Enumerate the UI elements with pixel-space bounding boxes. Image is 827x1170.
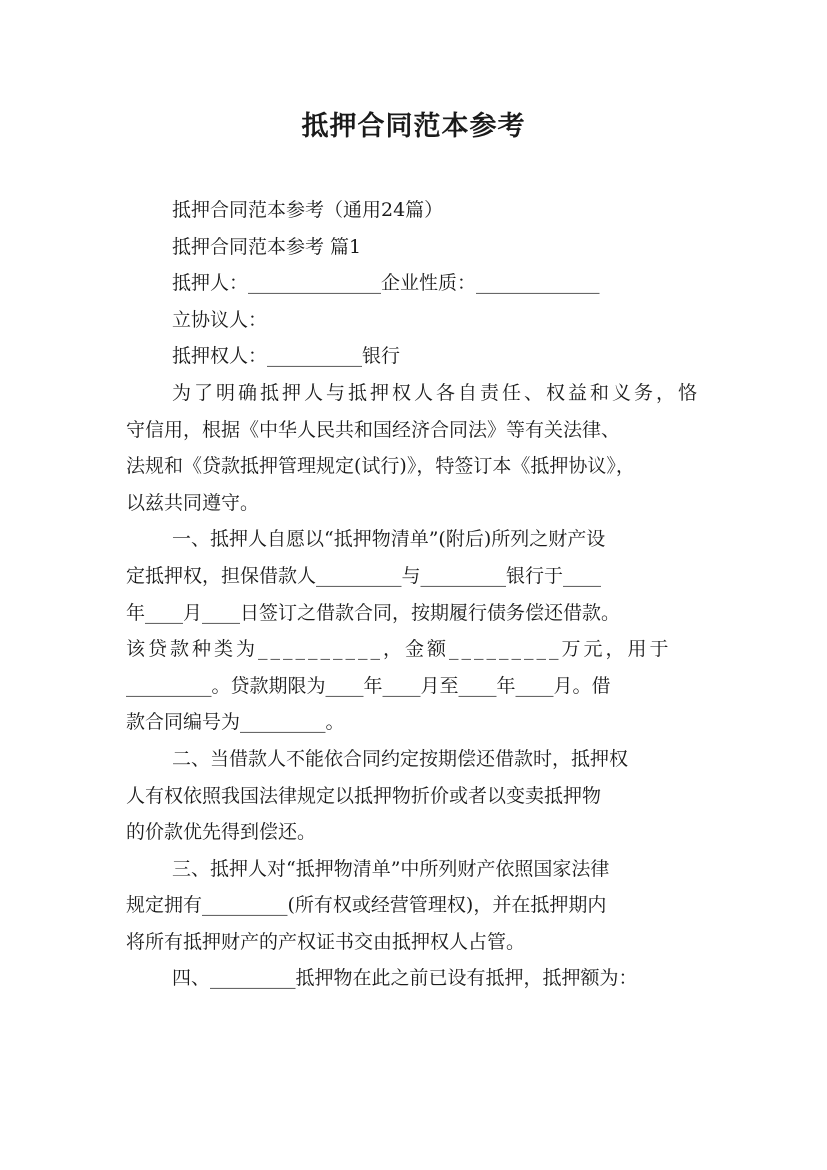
clause-three-line: 规定拥有_________(所有权或经营管理权)，并在抵押期内 [126, 894, 607, 917]
document-body [126, 192, 716, 997]
subtitle-line: 抵押合同范本参考（通用24篇） [172, 199, 444, 221]
clause-two-line: 的价款优先得到偿还。 [126, 821, 317, 844]
clause-one-line: 年____月____日签订之借款合同，按期履行债务偿还借款。 [126, 601, 621, 624]
clause-three-line: 三、抵押人对“抵押物清单”中所列财产依照国家法律 [172, 857, 610, 880]
clause-one-line: 一、抵押人自愿以“抵押物清单”(附后)所列之财产设 [172, 528, 606, 551]
document-title: 抵押合同范本参考 [301, 111, 526, 142]
mortgagee-line: 抵押权人：__________银行 [172, 345, 401, 368]
paragraph-line: 为了明确抵押人与抵押权人各自责任、权益和义务，恪 [172, 381, 701, 404]
clause-one-line: _________。贷款期限为____年____月至____年____月。借 [126, 674, 611, 697]
clause-one-line: 该贷款种类为__________，金额_________万元，用于 [126, 638, 672, 661]
section-heading: 抵押合同范本参考 篇1 [172, 235, 362, 258]
paragraph-line: 法规和《贷款抵押管理规定(试行)》，特签订本《抵押协议》， [126, 455, 635, 478]
paragraph-line: 以兹共同遵守。 [126, 491, 260, 514]
clause-three-line: 将所有抵押财产的产权证书交由抵押权人占管。 [126, 930, 526, 953]
clause-two-line: 人有权依照我国法律规定以抵押物折价或者以变卖抵押物 [126, 784, 602, 807]
clause-two-line: 二、当借款人不能依合同约定按期偿还借款时，抵押权 [172, 747, 629, 770]
clause-four-line: 四、_________抵押物在此之前已设有抵押，抵押额为： [172, 967, 638, 990]
clause-one-line: 定抵押权，担保借款人_________与_________银行于____ [126, 564, 602, 587]
party-line: 立协议人： [172, 308, 268, 331]
mortgagor-line: 抵押人：______________企业性质：_____________ [172, 272, 600, 295]
clause-one-line: 款合同编号为_________。 [126, 711, 345, 734]
paragraph-line: 守信用，根据《中华人民共和国经济合同法》等有关法律、 [126, 418, 621, 441]
